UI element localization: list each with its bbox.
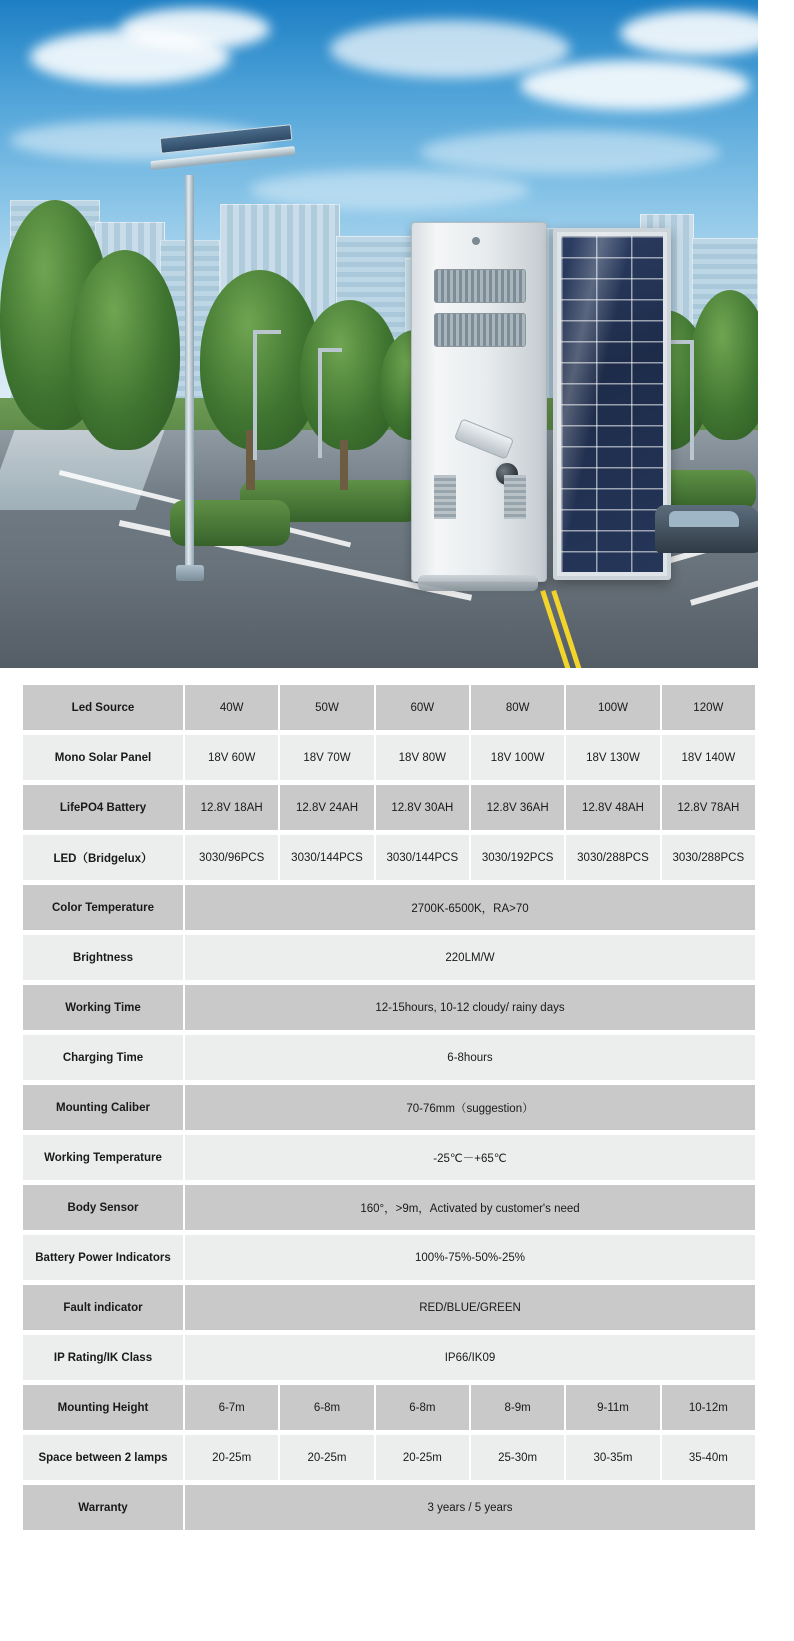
spec-label: Led Source <box>22 684 184 731</box>
spec-label: IP Rating/IK Class <box>22 1334 184 1381</box>
spec-value: 120W <box>661 684 756 731</box>
far-street-lamp <box>253 330 257 460</box>
lamp-pole <box>185 175 194 580</box>
spec-value: 18V 60W <box>184 734 279 781</box>
led-module-lower <box>434 313 526 347</box>
table-row <box>22 1334 756 1381</box>
spec-value: 10-12m <box>661 1384 756 1431</box>
spec-label: Mono Solar Panel <box>22 734 184 781</box>
cloud <box>520 60 750 110</box>
specifications-table-container <box>22 681 756 1534</box>
spec-value: 70-76mm（suggestion） <box>184 1084 756 1131</box>
spec-label: Fault indicator <box>22 1284 184 1331</box>
table-row <box>22 834 756 881</box>
spec-label: LifePO4 Battery <box>22 784 184 831</box>
table-row <box>22 1484 756 1531</box>
table-row <box>22 734 756 781</box>
spec-value: 18V 80W <box>375 734 470 781</box>
far-street-lamp <box>318 348 322 458</box>
table-row <box>22 1134 756 1181</box>
table-row <box>22 934 756 981</box>
spec-label: Charging Time <box>22 1034 184 1081</box>
tree-trunk <box>340 440 348 490</box>
spec-label: Brightness <box>22 934 184 981</box>
heat-sink-fins-left <box>434 475 456 519</box>
spec-value: 3030/288PCS <box>565 834 660 881</box>
spec-value: 60W <box>375 684 470 731</box>
spec-value: 12.8V 36AH <box>470 784 565 831</box>
spec-value: 3030/192PCS <box>470 834 565 881</box>
spec-value: 18V 70W <box>279 734 374 781</box>
far-street-lamp-arm <box>253 330 281 334</box>
spec-value: 50W <box>279 684 374 731</box>
table-row <box>22 1034 756 1081</box>
far-street-lamp <box>690 340 694 460</box>
spec-value: RED/BLUE/GREEN <box>184 1284 756 1331</box>
spec-value: 12-15hours, 10-12 cloudy/ rainy days <box>184 984 756 1031</box>
spec-value: 20-25m <box>184 1434 279 1481</box>
spec-value: 40W <box>184 684 279 731</box>
spec-value: 12.8V 48AH <box>565 784 660 831</box>
spec-value: 12.8V 24AH <box>279 784 374 831</box>
car <box>655 505 758 553</box>
spec-label: Mounting Height <box>22 1384 184 1431</box>
spec-value: 100W <box>565 684 660 731</box>
spec-label: Warranty <box>22 1484 184 1531</box>
led-module-upper <box>434 269 526 303</box>
mono-solar-panel <box>553 228 671 580</box>
table-row <box>22 1284 756 1331</box>
table-row <box>22 884 756 931</box>
table-row <box>22 1234 756 1281</box>
spec-value: 3030/96PCS <box>184 834 279 881</box>
spec-value: 12.8V 30AH <box>375 784 470 831</box>
spec-value: 3030/288PCS <box>661 834 756 881</box>
spec-value: 6-7m <box>184 1384 279 1431</box>
cloud <box>420 130 720 174</box>
spec-label: Body Sensor <box>22 1184 184 1231</box>
spec-value: 9-11m <box>565 1384 660 1431</box>
table-row <box>22 1084 756 1131</box>
lamp-pole-base <box>176 565 204 581</box>
hero-product-photo <box>0 0 758 668</box>
integrated-solar-street-light <box>411 222 547 582</box>
indicator-dot <box>472 237 480 245</box>
spec-label: Mounting Caliber <box>22 1084 184 1131</box>
spec-value: 100%-75%-50%-25% <box>184 1234 756 1281</box>
spec-value: 18V 140W <box>661 734 756 781</box>
spec-value: 20-25m <box>375 1434 470 1481</box>
spec-value: -25℃－+65℃ <box>184 1134 756 1181</box>
product-base-shadow <box>418 575 538 591</box>
spec-label: Working Temperature <box>22 1134 184 1181</box>
far-street-lamp-arm <box>668 340 694 344</box>
tree <box>70 250 180 450</box>
table-row <box>22 684 756 731</box>
spec-label: Space between 2 lamps <box>22 1434 184 1481</box>
spec-value: 12.8V 18AH <box>184 784 279 831</box>
car-window <box>669 511 739 527</box>
spec-value: 25-30m <box>470 1434 565 1481</box>
spec-value: 3030/144PCS <box>279 834 374 881</box>
spec-label: Working Time <box>22 984 184 1031</box>
spec-label: LED（Bridgelux） <box>22 834 184 881</box>
spec-value: IP66/IK09 <box>184 1334 756 1381</box>
cloud <box>330 20 570 78</box>
specifications-table <box>22 681 756 1534</box>
spec-value: 12.8V 78AH <box>661 784 756 831</box>
spec-value: 160°，>9m，Activated by customer's need <box>184 1184 756 1231</box>
heat-sink-fins-right <box>504 475 526 519</box>
table-row <box>22 784 756 831</box>
spec-value: 30-35m <box>565 1434 660 1481</box>
sensor-bracket <box>454 418 514 459</box>
spec-value: 18V 130W <box>565 734 660 781</box>
spec-value: 80W <box>470 684 565 731</box>
spec-value: 8-9m <box>470 1384 565 1431</box>
cloud <box>120 8 270 50</box>
spec-value: 220LM/W <box>184 934 756 981</box>
spec-label: Color Temperature <box>22 884 184 931</box>
spec-value: 2700K-6500K，RA>70 <box>184 884 756 931</box>
spec-value: 6-8hours <box>184 1034 756 1081</box>
spec-value: 3030/144PCS <box>375 834 470 881</box>
spec-value: 3 years / 5 years <box>184 1484 756 1531</box>
spec-value: 18V 100W <box>470 734 565 781</box>
tree <box>690 290 758 440</box>
table-row <box>22 1434 756 1481</box>
spec-value: 35-40m <box>661 1434 756 1481</box>
spec-value: 6-8m <box>375 1384 470 1431</box>
table-row <box>22 1184 756 1231</box>
spec-label: Battery Power Indicators <box>22 1234 184 1281</box>
table-row <box>22 984 756 1031</box>
far-street-lamp-arm <box>318 348 342 352</box>
table-row <box>22 1384 756 1431</box>
spec-value: 20-25m <box>279 1434 374 1481</box>
spec-value: 6-8m <box>279 1384 374 1431</box>
